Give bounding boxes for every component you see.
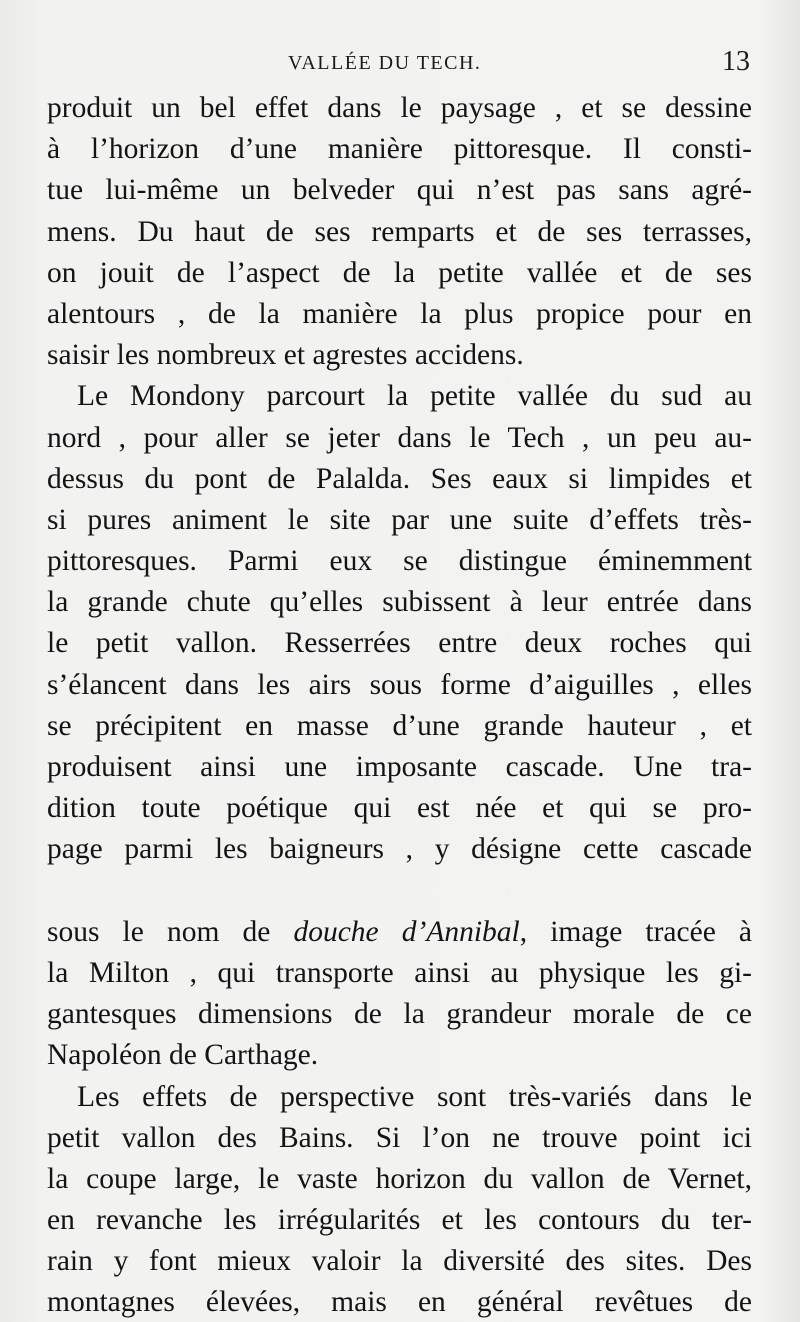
text-line: pittoresques. Parmi eux se distingue éminemment bbox=[47, 545, 752, 578]
text-line: la Milton , qui transporte ainsi au physique les gi- bbox=[47, 956, 752, 989]
text-line: tue lui-même un belveder qui n’est pas sans agré- bbox=[47, 174, 752, 207]
text-line: mens. Du haut de ses remparts et de ses terrasses, bbox=[47, 215, 752, 248]
text-line: nord , pour aller se jeter dans le Tech , un peu au- bbox=[47, 421, 752, 454]
running-title: VALLÉE DU TECH. bbox=[288, 52, 482, 74]
text-line: dition toute poétique qui est née et qui se pro- bbox=[47, 792, 752, 825]
text-fragment: , image tracée à bbox=[519, 915, 752, 948]
text-line: dessus du pont de Palalda. Ses eaux si limpides et bbox=[47, 462, 752, 495]
text-line-with-italic bbox=[47, 912, 752, 953]
running-head bbox=[0, 46, 800, 80]
text-line: rain y font mieux valoir la diversité des sites. Des bbox=[47, 1245, 752, 1278]
text-line: produit un bel effet dans le paysage , et se dessine bbox=[47, 92, 752, 124]
text-line: saisir les nombreux et agrestes accidens. bbox=[47, 339, 524, 372]
text-line: page parmi les baigneurs , y désigne cette cascade bbox=[47, 833, 752, 866]
text-line: la coupe large, le vaste horizon du vallon de Vernet, bbox=[47, 1162, 752, 1195]
text-line: la grande chute qu’elles subissent à leur entrée dans bbox=[47, 586, 752, 619]
page-number: 13 bbox=[722, 46, 750, 77]
body-text bbox=[47, 88, 752, 1322]
text-line: gantesques dimensions de la grandeur morale de ce bbox=[47, 998, 752, 1031]
text-line: on jouit de l’aspect de la petite vallée et de ses bbox=[47, 256, 752, 289]
text-line: Les effets de perspective sont très-variés dans le bbox=[77, 1080, 752, 1113]
text-line: en revanche les irrégularités et les contours du ter- bbox=[47, 1204, 752, 1237]
text-line: produisent ainsi une imposante cascade. Une tra- bbox=[47, 751, 752, 783]
text-line: le petit vallon. Resserrées entre deux roches qui bbox=[47, 627, 752, 660]
text-line: s’élancent dans les airs sous forme d’aiguilles , elles bbox=[47, 668, 752, 701]
text-line: petit vallon des Bains. Si l’on ne trouve point ici bbox=[47, 1121, 752, 1154]
text-fragment: sous le nom de bbox=[47, 915, 294, 948]
italic-term: douche d’Annibal bbox=[293, 915, 520, 948]
text-line: Le Mondony parcourt la petite vallée du sud au bbox=[77, 380, 752, 413]
text-line: se précipitent en masse d’une grande hauteur , et bbox=[47, 709, 752, 742]
text-line: si pures animent le site par une suite d’effets très- bbox=[47, 503, 752, 536]
text-line bbox=[47, 871, 752, 912]
text-line: montagnes élevées, mais en général revêtues de bbox=[47, 1286, 752, 1319]
text-line: Napoléon de Carthage. bbox=[47, 1039, 319, 1072]
text-line: à l’horizon d’une manière pittoresque. Il consti- bbox=[47, 133, 752, 166]
text-line: alentours , de la manière la plus propice pour en bbox=[47, 297, 752, 330]
